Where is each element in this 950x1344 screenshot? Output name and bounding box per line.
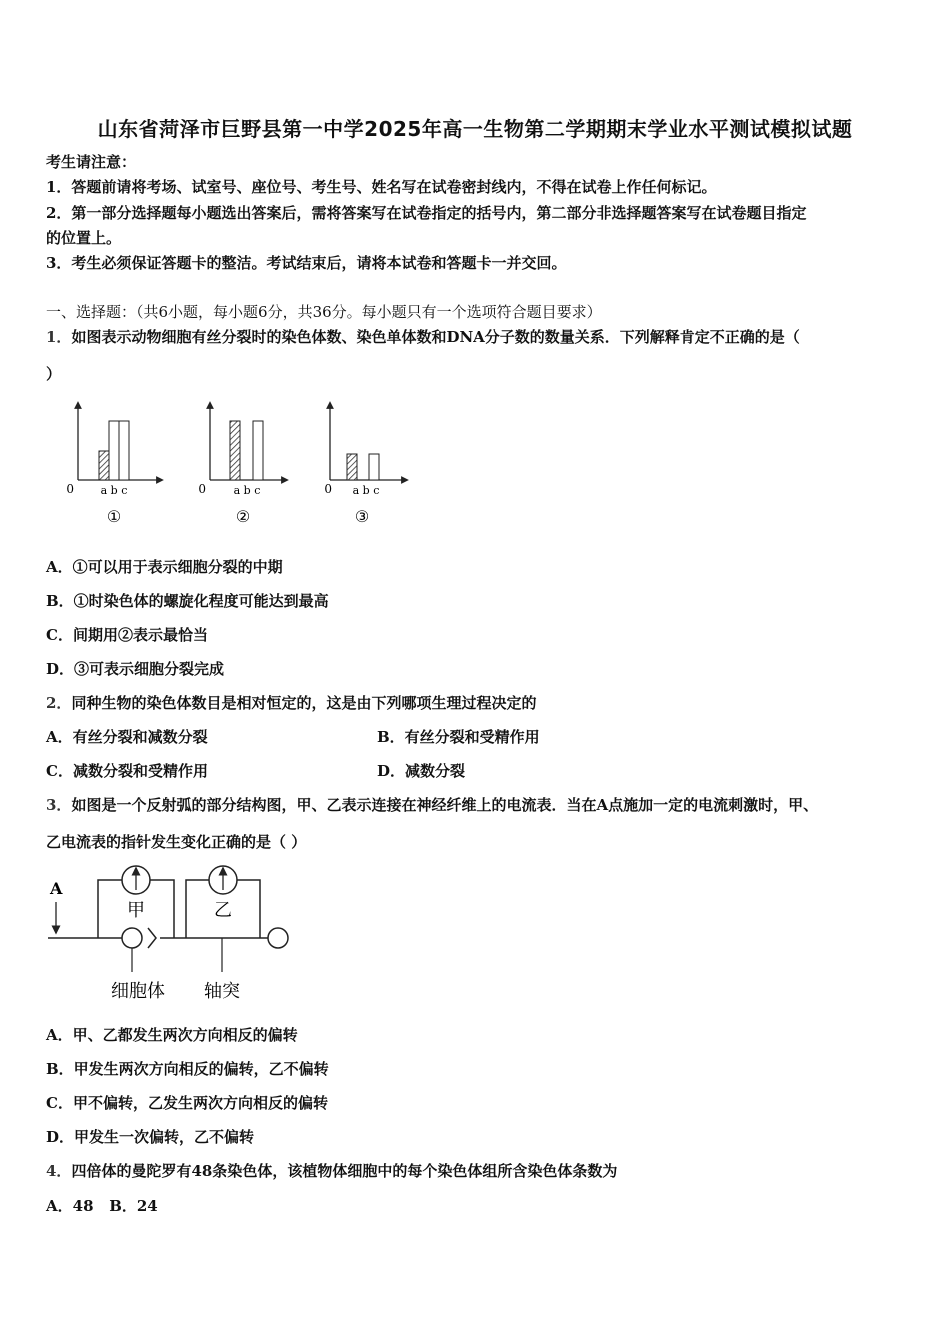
q2-option-a[interactable]: A．有丝分裂和减数分裂: [46, 728, 208, 746]
question-number: 1．: [46, 328, 72, 346]
category-labels: a b c: [233, 484, 261, 497]
question-2: [46, 693, 536, 713]
q1-option-d[interactable]: D．③可表示细胞分裂完成: [46, 660, 225, 678]
origin-label: 0: [324, 482, 332, 496]
question-text: 如图是一个反射弧的部分结构图，甲、乙表示连接在神经纤维上的电流表．当在A点施加一定的电流刺激时，甲、: [71, 796, 819, 814]
question-number: 3．: [46, 796, 72, 814]
cell-body-label: 细胞体: [111, 981, 165, 1002]
notice-item-2-cont: 的位置上。: [46, 229, 122, 247]
q3-option-b[interactable]: B．甲发生两次方向相反的偏转，乙不偏转: [46, 1060, 329, 1078]
question-3: [46, 795, 818, 815]
page-title: 山东省菏泽市巨野县第一中学2025年高一生物第二学期期末学业水平测试模拟试题: [97, 117, 853, 141]
chart-label-2: ②: [235, 507, 251, 526]
bar-b: [109, 421, 119, 480]
q1-option-a[interactable]: A．①可以用于表示细胞分裂的中期: [46, 558, 283, 576]
origin-label: 0: [198, 482, 206, 496]
q4-option-b[interactable]: B．24: [109, 1197, 158, 1215]
chart-label-1: ①: [106, 507, 122, 526]
bar-a: [99, 451, 109, 480]
category-labels: a b c: [352, 484, 380, 497]
bar-chart-figure: [60, 400, 420, 530]
q4-options: [46, 1196, 158, 1216]
q1-option-c[interactable]: C．间期用②表示最恰当: [46, 626, 208, 644]
bar-c: [369, 454, 379, 480]
bar-a: [347, 454, 357, 480]
notice-item-1: 1．答题前请将考场、试室号、座位号、考生号、姓名写在试卷密封线内，不得在试卷上作任何标记。: [46, 178, 717, 196]
q2-option-b[interactable]: B．有丝分裂和受精作用: [377, 728, 540, 746]
q2-option-c[interactable]: C．减数分裂和受精作用: [46, 762, 208, 780]
meter-1-label: 甲: [127, 900, 145, 921]
question-number: 4．: [46, 1162, 72, 1180]
reflex-arc-figure: [40, 860, 310, 1010]
category-labels: a b c: [100, 484, 128, 497]
question-3-cont: 乙电流表的指针发生变化正确的是（ ）: [46, 833, 307, 851]
q2-option-d[interactable]: D．减数分裂: [377, 762, 466, 780]
question-number: 2．: [46, 694, 72, 712]
q3-option-d[interactable]: D．甲发生一次偏转，乙不偏转: [46, 1128, 255, 1146]
notice-heading: 考生请注意：: [46, 153, 137, 171]
cell-body: [122, 928, 142, 948]
question-1: [46, 327, 800, 347]
question-text: 如图表示动物细胞有丝分裂时的染色体数、染色单体数和DNA分子数的数量关系．下列解释肯定不正确的是（: [71, 328, 800, 346]
chart-3: [324, 405, 405, 526]
question-4: [46, 1161, 617, 1181]
axon-terminal: [268, 928, 288, 948]
point-a-label: A: [50, 879, 63, 898]
meter-2-label: 乙: [214, 900, 232, 921]
notice-item-3: 3．考生必须保证答题卡的整洁。考试结束后，请将本试卷和答题卡一并交回。: [46, 254, 567, 272]
q4-option-a[interactable]: A．48: [46, 1197, 94, 1215]
bar-c: [119, 421, 129, 480]
question-1-cont: ）: [46, 365, 62, 383]
question-text: 四倍体的曼陀罗有48条染色体，该植物体细胞中的每个染色体组所含染色体条数为: [71, 1162, 618, 1180]
bar-c: [253, 421, 263, 480]
chart-label-3: ③: [354, 507, 370, 526]
q3-option-a[interactable]: A．甲、乙都发生两次方向相反的偏转: [46, 1026, 298, 1044]
origin-label: 0: [66, 482, 74, 496]
chart-1: [66, 405, 160, 526]
bar-a: [230, 421, 240, 480]
section-heading: 一、选择题：（共6小题，每小题6分，共36分。每小题只有一个选项符合题目要求）: [46, 303, 602, 321]
q1-option-b[interactable]: B．①时染色体的螺旋化程度可能达到最高: [46, 592, 329, 610]
notice-item-2: 2．第一部分选择题每小题选出答案后，需将答案写在试卷指定的括号内，第二部分非选择题答案写在试卷题目指定: [46, 204, 807, 222]
question-text: 同种生物的染色体数目是相对恒定的，这是由下列哪项生理过程决定的: [71, 694, 537, 712]
chart-2: [198, 405, 285, 526]
q3-option-c[interactable]: C．甲不偏转，乙发生两次方向相反的偏转: [46, 1094, 328, 1112]
axon-label: 轴突: [204, 981, 240, 1002]
synapse: [148, 928, 156, 948]
